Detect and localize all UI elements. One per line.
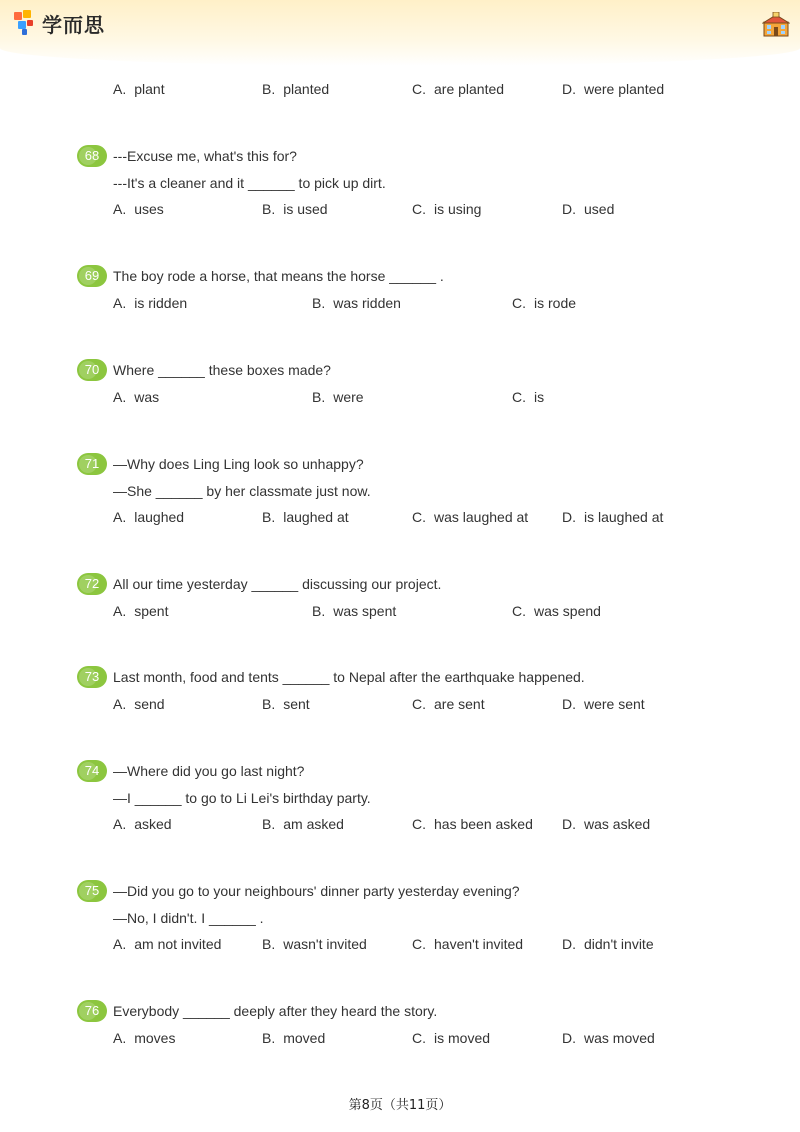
question-number-badge: 73: [77, 666, 107, 688]
question-number-badge: 68: [77, 145, 107, 167]
option-b: B. planted: [262, 81, 330, 97]
question-number-badge: 70: [77, 359, 107, 381]
option-b: B. was ridden: [312, 295, 401, 311]
option-b: B. laughed at: [262, 509, 349, 525]
option-a: A. is ridden: [113, 295, 188, 311]
option-c: C. is moved: [412, 1030, 491, 1046]
option-c: C. was spend: [512, 603, 601, 619]
option-b: B. is used: [262, 201, 328, 217]
option-c: C. are planted: [412, 81, 505, 97]
option-a: A. moves: [113, 1030, 176, 1046]
school-building-icon: [762, 12, 790, 38]
question-number-badge: 72: [77, 573, 107, 595]
question-text: Where ______ these boxes made?: [113, 362, 331, 378]
question-text: The boy rode a horse, that means the horse ______ .: [113, 268, 444, 284]
brand-name: 学而思: [42, 12, 105, 37]
question-text: ---It's a cleaner and it ______ to pick up dirt.: [113, 175, 386, 191]
option-c: C. is rode: [512, 295, 577, 311]
question-number-badge: 75: [77, 880, 107, 902]
option-d: D. was asked: [562, 816, 651, 832]
option-b: B. was spent: [312, 603, 397, 619]
question-text: —I ______ to go to Li Lei's birthday party.: [113, 790, 371, 806]
option-c: C. is: [512, 389, 545, 405]
option-d: D. were sent: [562, 696, 645, 712]
question-text: —She ______ by her classmate just now.: [113, 483, 371, 499]
question-number-badge: 74: [77, 760, 107, 782]
option-b: B. sent: [262, 696, 310, 712]
option-b: B. were: [312, 389, 364, 405]
option-c: C. has been asked: [412, 816, 533, 832]
option-a: A. am not invited: [113, 936, 222, 952]
option-a: A. plant: [113, 81, 165, 97]
option-a: A. send: [113, 696, 165, 712]
option-d: D. was moved: [562, 1030, 655, 1046]
question-text: —Where did you go last night?: [113, 763, 305, 779]
option-c: C. was laughed at: [412, 509, 529, 525]
question-text: Everybody ______ deeply after they heard the story.: [113, 1003, 438, 1019]
question-text: —Why does Ling Ling look so unhappy?: [113, 456, 364, 472]
question-text: All our time yesterday ______ discussing our project.: [113, 576, 442, 592]
option-d: D. were planted: [562, 81, 665, 97]
question-text: Last month, food and tents ______ to Nepal after the earthquake happened.: [113, 669, 585, 685]
page-number: 第8页（共11页）: [348, 1098, 452, 1113]
question-number-badge: 69: [77, 265, 107, 287]
page-header: [0, 0, 800, 66]
option-d: D. is laughed at: [562, 509, 664, 525]
brand-logo: [14, 10, 105, 36]
question-number-badge: 71: [77, 453, 107, 475]
option-a: A. spent: [113, 603, 169, 619]
option-a: A. laughed: [113, 509, 185, 525]
option-b: B. am asked: [262, 816, 344, 832]
option-c: C. haven't invited: [412, 936, 524, 952]
option-a: A. asked: [113, 816, 172, 832]
option-d: D. used: [562, 201, 615, 217]
option-b: B. moved: [262, 1030, 326, 1046]
question-number-badge: 76: [77, 1000, 107, 1022]
question-text: ---Excuse me, what's this for?: [113, 148, 297, 164]
question-text: —Did you go to your neighbours' dinner party yesterday evening?: [113, 883, 520, 899]
option-a: A. uses: [113, 201, 164, 217]
option-a: A. was: [113, 389, 160, 405]
option-c: C. are sent: [412, 696, 485, 712]
option-b: B. wasn't invited: [262, 936, 367, 952]
question-text: —No, I didn't. I ______ .: [113, 910, 264, 926]
option-d: D. didn't invite: [562, 936, 654, 952]
option-c: C. is using: [412, 201, 482, 217]
xueersi-logo-icon: [14, 10, 38, 36]
